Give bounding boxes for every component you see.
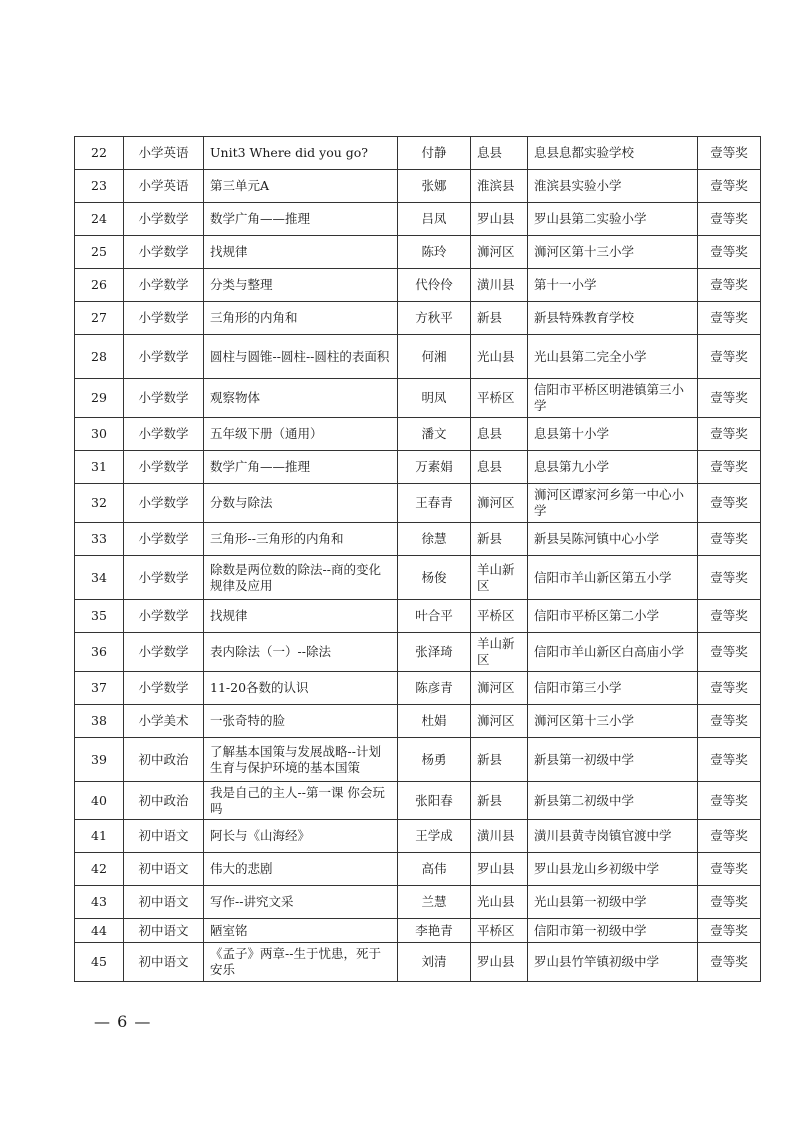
row-number: 38 (75, 705, 124, 738)
award-level-cell: 壹等奖 (698, 302, 761, 335)
lesson-title-cell: 分数与除法 (204, 484, 398, 523)
award-level-cell: 壹等奖 (698, 418, 761, 451)
teacher-name-cell: 陈玲 (398, 236, 471, 269)
teacher-name-cell: 王春青 (398, 484, 471, 523)
subject-cell: 小学英语 (124, 170, 204, 203)
row-number: 31 (75, 451, 124, 484)
region-cell: 平桥区 (471, 600, 528, 633)
school-cell: 信阳市羊山新区白高庙小学 (528, 633, 698, 672)
school-cell: 息县第十小学 (528, 418, 698, 451)
award-level-cell: 壹等奖 (698, 853, 761, 886)
row-number: 44 (75, 919, 124, 943)
row-number: 23 (75, 170, 124, 203)
lesson-title-cell: 表内除法（一）--除法 (204, 633, 398, 672)
subject-cell: 小学数学 (124, 633, 204, 672)
region-cell: 罗山县 (471, 853, 528, 886)
table-row (75, 335, 761, 379)
subject-cell: 初中政治 (124, 738, 204, 782)
teacher-name-cell: 潘文 (398, 418, 471, 451)
region-cell: 淮滨县 (471, 170, 528, 203)
lesson-title-cell: 《孟子》两章--生于忧患，死于安乐 (204, 943, 398, 982)
region-cell: 浉河区 (471, 236, 528, 269)
award-level-cell: 壹等奖 (698, 886, 761, 919)
school-cell: 浉河区第十三小学 (528, 236, 698, 269)
table-row (75, 633, 761, 672)
table-row (75, 523, 761, 556)
lesson-title-cell: 观察物体 (204, 379, 398, 418)
region-cell: 潢川县 (471, 269, 528, 302)
school-cell: 光山县第二完全小学 (528, 335, 698, 379)
teacher-name-cell: 吕凤 (398, 203, 471, 236)
subject-cell: 小学数学 (124, 236, 204, 269)
lesson-title-cell: 三角形的内角和 (204, 302, 398, 335)
school-cell: 信阳市平桥区明港镇第三小学 (528, 379, 698, 418)
subject-cell: 初中语文 (124, 943, 204, 982)
table-row (75, 705, 761, 738)
subject-cell: 小学美术 (124, 705, 204, 738)
teacher-name-cell: 何湘 (398, 335, 471, 379)
region-cell: 平桥区 (471, 919, 528, 943)
row-number: 25 (75, 236, 124, 269)
region-cell: 平桥区 (471, 379, 528, 418)
table-row (75, 484, 761, 523)
subject-cell: 小学数学 (124, 600, 204, 633)
school-cell: 光山县第一初级中学 (528, 886, 698, 919)
table-row (75, 738, 761, 782)
subject-cell: 初中语文 (124, 820, 204, 853)
table-row (75, 600, 761, 633)
subject-cell: 小学数学 (124, 203, 204, 236)
award-level-cell: 壹等奖 (698, 379, 761, 418)
table-row (75, 137, 761, 170)
row-number: 26 (75, 269, 124, 302)
school-cell: 罗山县竹竿镇初级中学 (528, 943, 698, 982)
subject-cell: 小学数学 (124, 335, 204, 379)
region-cell: 新县 (471, 738, 528, 782)
lesson-title-cell: 找规律 (204, 236, 398, 269)
region-cell: 罗山县 (471, 943, 528, 982)
table-row (75, 203, 761, 236)
subject-cell: 小学数学 (124, 418, 204, 451)
award-level-cell: 壹等奖 (698, 919, 761, 943)
region-cell: 息县 (471, 137, 528, 170)
school-cell: 淮滨县实验小学 (528, 170, 698, 203)
lesson-title-cell: 我是自己的主人--第一课 你会玩吗 (204, 782, 398, 820)
award-level-cell: 壹等奖 (698, 170, 761, 203)
teacher-name-cell: 杜娟 (398, 705, 471, 738)
row-number: 45 (75, 943, 124, 982)
lesson-title-cell: Unit3 Where did you go? (204, 137, 398, 170)
subject-cell: 小学数学 (124, 269, 204, 302)
school-cell: 浉河区第十三小学 (528, 705, 698, 738)
award-level-cell: 壹等奖 (698, 523, 761, 556)
teacher-name-cell: 付静 (398, 137, 471, 170)
school-cell: 信阳市羊山新区第五小学 (528, 556, 698, 600)
subject-cell: 小学数学 (124, 379, 204, 418)
lesson-title-cell: 三角形--三角形的内角和 (204, 523, 398, 556)
teacher-name-cell: 方秋平 (398, 302, 471, 335)
award-level-cell: 壹等奖 (698, 600, 761, 633)
lesson-title-cell: 找规律 (204, 600, 398, 633)
school-cell: 潢川县黄寺岗镇官渡中学 (528, 820, 698, 853)
award-level-cell: 壹等奖 (698, 236, 761, 269)
award-level-cell: 壹等奖 (698, 943, 761, 982)
row-number: 22 (75, 137, 124, 170)
lesson-title-cell: 陋室铭 (204, 919, 398, 943)
teacher-name-cell: 高伟 (398, 853, 471, 886)
table-row (75, 379, 761, 418)
school-cell: 新县第二初级中学 (528, 782, 698, 820)
teacher-name-cell: 刘清 (398, 943, 471, 982)
teacher-name-cell: 万素娟 (398, 451, 471, 484)
row-number: 35 (75, 600, 124, 633)
teacher-name-cell: 杨俊 (398, 556, 471, 600)
teacher-name-cell: 叶合平 (398, 600, 471, 633)
row-number: 34 (75, 556, 124, 600)
lesson-title-cell: 了解基本国策与发展战略--计划生育与保护环境的基本国策 (204, 738, 398, 782)
award-level-cell: 壹等奖 (698, 782, 761, 820)
row-number: 36 (75, 633, 124, 672)
teacher-name-cell: 代伶伶 (398, 269, 471, 302)
region-cell: 羊山新区 (471, 556, 528, 600)
award-level-cell: 壹等奖 (698, 705, 761, 738)
teacher-name-cell: 王学成 (398, 820, 471, 853)
lesson-title-cell: 数学广角——推理 (204, 451, 398, 484)
row-number: 29 (75, 379, 124, 418)
lesson-title-cell: 数学广角——推理 (204, 203, 398, 236)
lesson-title-cell: 一张奇特的脸 (204, 705, 398, 738)
table-row (75, 853, 761, 886)
lesson-title-cell: 伟大的悲剧 (204, 853, 398, 886)
row-number: 40 (75, 782, 124, 820)
teacher-name-cell: 陈彦青 (398, 672, 471, 705)
table-row (75, 919, 761, 943)
table-row (75, 418, 761, 451)
region-cell: 羊山新区 (471, 633, 528, 672)
lesson-title-cell: 除数是两位数的除法--商的变化规律及应用 (204, 556, 398, 600)
row-number: 24 (75, 203, 124, 236)
teacher-name-cell: 兰慧 (398, 886, 471, 919)
lesson-title-cell: 写作--讲究文采 (204, 886, 398, 919)
table-row (75, 556, 761, 600)
school-cell: 信阳市第三小学 (528, 672, 698, 705)
teacher-name-cell: 张阳春 (398, 782, 471, 820)
school-cell: 第十一小学 (528, 269, 698, 302)
region-cell: 息县 (471, 418, 528, 451)
table-row (75, 782, 761, 820)
table-body (75, 137, 761, 982)
school-cell: 新县特殊教育学校 (528, 302, 698, 335)
region-cell: 浉河区 (471, 672, 528, 705)
teacher-name-cell: 明凤 (398, 379, 471, 418)
award-level-cell: 壹等奖 (698, 556, 761, 600)
school-cell: 新县第一初级中学 (528, 738, 698, 782)
school-cell: 息县第九小学 (528, 451, 698, 484)
award-level-cell: 壹等奖 (698, 451, 761, 484)
subject-cell: 初中语文 (124, 919, 204, 943)
awards-table (74, 136, 761, 982)
subject-cell: 小学数学 (124, 302, 204, 335)
lesson-title-cell: 圆柱与圆锥--圆柱--圆柱的表面积 (204, 335, 398, 379)
award-level-cell: 壹等奖 (698, 672, 761, 705)
school-cell: 浉河区谭家河乡第一中心小学 (528, 484, 698, 523)
school-cell: 信阳市平桥区第二小学 (528, 600, 698, 633)
table-row (75, 302, 761, 335)
table-row (75, 886, 761, 919)
subject-cell: 小学数学 (124, 672, 204, 705)
teacher-name-cell: 李艳青 (398, 919, 471, 943)
table-row (75, 236, 761, 269)
teacher-name-cell: 张泽琦 (398, 633, 471, 672)
row-number: 43 (75, 886, 124, 919)
award-level-cell: 壹等奖 (698, 137, 761, 170)
school-cell: 信阳市第一初级中学 (528, 919, 698, 943)
region-cell: 光山县 (471, 886, 528, 919)
school-cell: 新县吴陈河镇中心小学 (528, 523, 698, 556)
subject-cell: 小学数学 (124, 451, 204, 484)
page-number: — 6 — (94, 1012, 152, 1031)
row-number: 27 (75, 302, 124, 335)
lesson-title-cell: 11-20各数的认识 (204, 672, 398, 705)
table-row (75, 943, 761, 982)
row-number: 33 (75, 523, 124, 556)
row-number: 39 (75, 738, 124, 782)
region-cell: 新县 (471, 523, 528, 556)
subject-cell: 初中语文 (124, 886, 204, 919)
lesson-title-cell: 阿长与《山海经》 (204, 820, 398, 853)
award-level-cell: 壹等奖 (698, 738, 761, 782)
region-cell: 罗山县 (471, 203, 528, 236)
table-row (75, 451, 761, 484)
row-number: 37 (75, 672, 124, 705)
table-row (75, 170, 761, 203)
subject-cell: 小学数学 (124, 523, 204, 556)
table-row (75, 269, 761, 302)
lesson-title-cell: 五年级下册（通用） (204, 418, 398, 451)
award-level-cell: 壹等奖 (698, 203, 761, 236)
row-number: 42 (75, 853, 124, 886)
table-row (75, 672, 761, 705)
lesson-title-cell: 第三单元A (204, 170, 398, 203)
table-row (75, 820, 761, 853)
award-level-cell: 壹等奖 (698, 484, 761, 523)
award-level-cell: 壹等奖 (698, 335, 761, 379)
subject-cell: 初中语文 (124, 853, 204, 886)
region-cell: 浉河区 (471, 484, 528, 523)
row-number: 41 (75, 820, 124, 853)
teacher-name-cell: 杨勇 (398, 738, 471, 782)
school-cell: 罗山县第二实验小学 (528, 203, 698, 236)
row-number: 28 (75, 335, 124, 379)
subject-cell: 初中政治 (124, 782, 204, 820)
school-cell: 息县息都实验学校 (528, 137, 698, 170)
teacher-name-cell: 徐慧 (398, 523, 471, 556)
region-cell: 潢川县 (471, 820, 528, 853)
region-cell: 息县 (471, 451, 528, 484)
region-cell: 新县 (471, 302, 528, 335)
subject-cell: 小学英语 (124, 137, 204, 170)
region-cell: 浉河区 (471, 705, 528, 738)
row-number: 32 (75, 484, 124, 523)
teacher-name-cell: 张娜 (398, 170, 471, 203)
lesson-title-cell: 分类与整理 (204, 269, 398, 302)
row-number: 30 (75, 418, 124, 451)
award-level-cell: 壹等奖 (698, 633, 761, 672)
subject-cell: 小学数学 (124, 556, 204, 600)
award-level-cell: 壹等奖 (698, 269, 761, 302)
region-cell: 新县 (471, 782, 528, 820)
award-level-cell: 壹等奖 (698, 820, 761, 853)
subject-cell: 小学数学 (124, 484, 204, 523)
region-cell: 光山县 (471, 335, 528, 379)
school-cell: 罗山县龙山乡初级中学 (528, 853, 698, 886)
